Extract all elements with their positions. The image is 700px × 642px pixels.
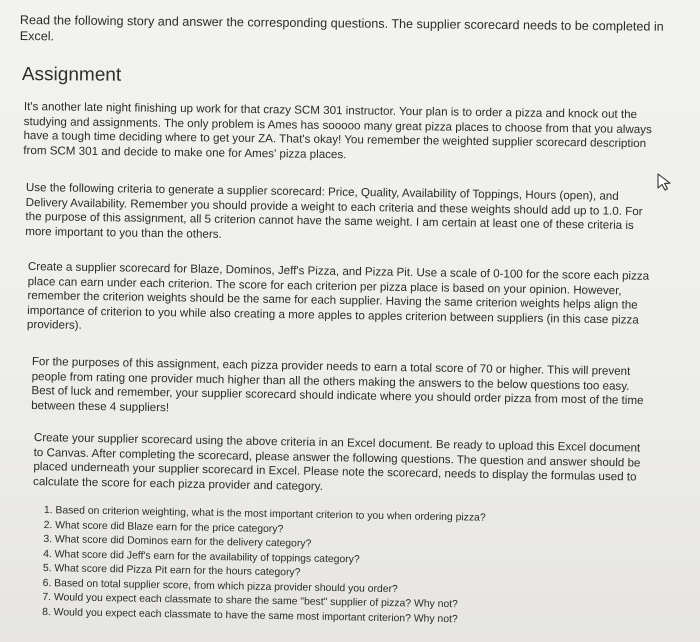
- question-list: [42, 504, 604, 630]
- question-item: 8. Would you expect each classmate to have the same most important criterion? Why not?: [42, 606, 458, 625]
- story-paragraph: It's another late night finishing up work for that crazy SCM 301 instructor. Your plan is to order a pizza and knock out the studying and assignments. The only problem is Ames has sooooo many great pizza places to choose from that you always have a tough time deciding where to get your ZA. That's okay! You remember the weighted supplier scorecard description from SCM 301 and decide to make one for Ames' pizza places.: [23, 100, 652, 162]
- criteria-paragraph: Use the following criteria to generate a supplier scorecard: Price, Quality, Availability of Toppings, Hours (open), and Delivery Availability. Remember you should provide a weight to each criteria and these weights should add up to 1.0. For the purpose of this assignment, all 5 criterion cannot have the same weight. I am certain at least one of these criteria is more important to you than the others.: [25, 181, 643, 241]
- mouse-pointer-icon: [656, 172, 674, 192]
- question-item: 6. Based on total supplier score, from which pizza provider should you order?: [42, 577, 398, 595]
- question-item: 5. What score did Pizza Pit earn for the hours category?: [42, 562, 301, 579]
- assignment-heading: Assignment: [21, 64, 122, 86]
- question-item: 1. Based on criterion weighting, what is the most important criterion to you when ordering pizza?: [43, 504, 486, 524]
- instructions-intro: Read the following story and answer the corresponding questions. The supplier scorecard needs to be completed in Excel.: [19, 12, 664, 44]
- question-item: 2. What score did Blaze earn for the price category?: [43, 519, 284, 535]
- minimum-score-paragraph: For the purposes of this assignment, each pizza provider needs to earn a total score of 70 or higher. This will prevent people from rating one provider much higher than all the others making the answers to the below questions too easy. Best of luck and remember, your supplier scorecard should indicate where you should order pizza from most of the time between these 4 suppliers!: [31, 355, 644, 415]
- question-item: 7. Would you expect each classmate to share the same "best" supplier of pizza? Why not?: [42, 591, 458, 611]
- scorecard-paragraph: Create a supplier scorecard for Blaze, Dominos, Jeff's Pizza, and Pizza Pit. Use a scale of 0-100 for the score each pizza place can earn under each criterion. The score for each criterion per pizza place is based on your opinion. However, remember the criterion weights should be the same for each supplier. Having the same criterion weights helps align the importance of criterion to you while also creating a more apples to apples criterion between suppliers (in this case pizza providers).: [26, 260, 650, 333]
- question-item: 3. What score did Dominos earn for the delivery category?: [43, 533, 312, 550]
- excel-instructions-paragraph: Create your supplier scorecard using the above criteria in an Excel document. Be ready to upload this Excel document to Canvas. After completing the scorecard, please answer the following questions. The question and answer should be placed underneath your supplier scorecard in Excel. Please note the scorecard, needs to display the formulas used to calculate the score for each pizza provider and category.: [33, 431, 641, 493]
- question-item: 4. What score did Jeff's earn for the availability of toppings category?: [43, 548, 360, 566]
